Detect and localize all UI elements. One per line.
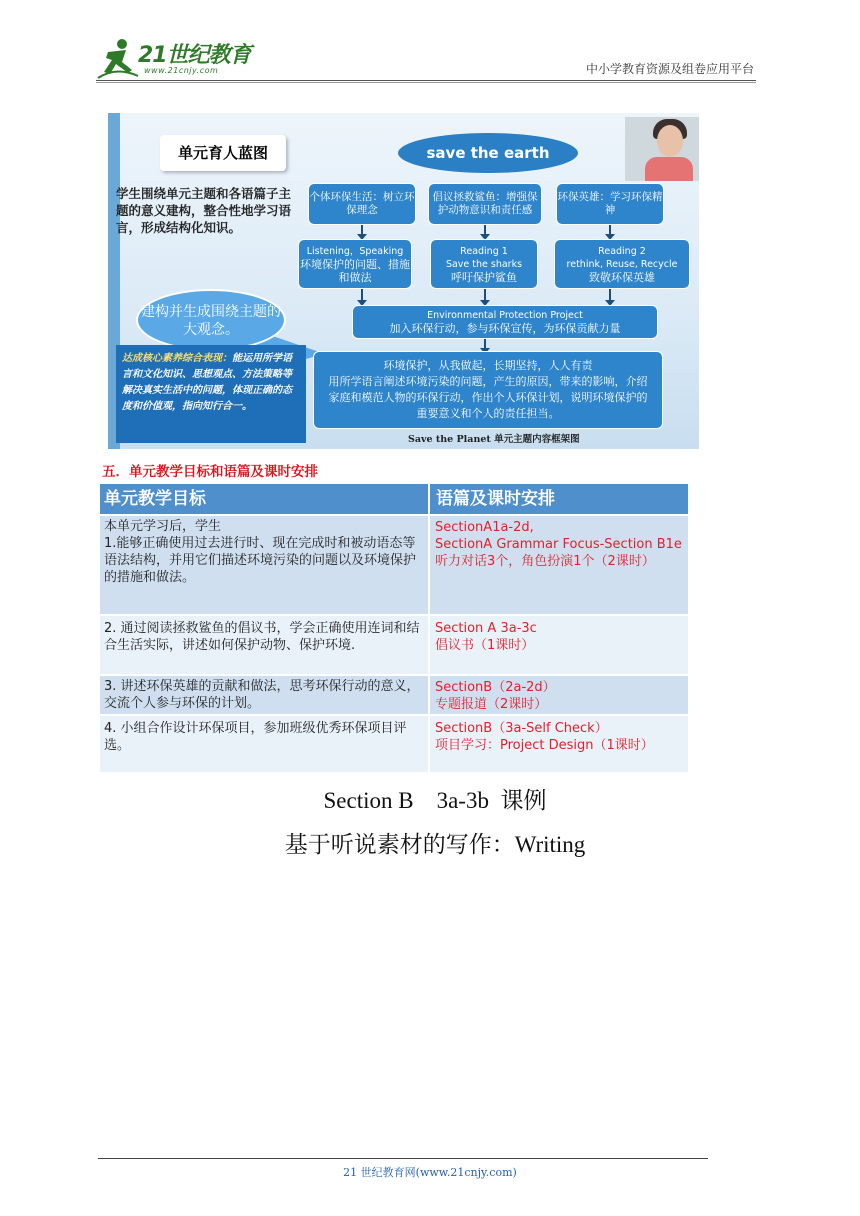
footer-link[interactable]: 21 世纪教育网(www.21cnjy.com) [343, 1166, 517, 1179]
column-header: 单元教学目标 [100, 484, 430, 514]
lesson-box-reading1: Reading 1 Save the sharks 呼吁保护鲨鱼 [430, 239, 538, 289]
lesson-title: Section B 3a-3b 课例 [323, 788, 547, 813]
table-row [100, 514, 688, 614]
blueprint-title-card: 单元育人蓝图 [160, 135, 286, 171]
table-row [100, 714, 688, 772]
header-divider [96, 80, 756, 81]
column-header: 语篇及课时安排 [436, 489, 555, 509]
objective-cell: 4. 小组合作设计环保项目，参加班级优秀环保项目评选。 [100, 716, 430, 772]
runner-logo-icon [96, 36, 140, 80]
core-competency-box: 达成核心素养综合表现：能运用所学语言和文化知识、思想观点、方法策略等解决真实生活中的问题，体现正确的态度和价值观，指向知行合一。 [116, 345, 306, 443]
schedule-cell: SectionA1a-2d, SectionA Grammar Focus-Section B1e 听力对话3个，角色扮演1个（2课时） [435, 520, 682, 569]
lesson-box-listening: Listening，Speaking 环境保护的问题、措施和做法 [298, 239, 412, 289]
blueprint-description: 学生围绕单元主题和各语篇子主题的意义建构，整合性地学习语言，形成结构化知识。 [116, 186, 292, 235]
platform-name: 中小学教育资源及组卷应用平台 [585, 62, 754, 76]
lesson-box-reading2: Reading 2 rethink, Reuse, Recycle 致敬环保英雄 [554, 239, 690, 289]
objective-cell: 3. 讲述环保英雄的贡献和做法，思考环保行动的意义，交流个人参与环保的计划。 [100, 676, 430, 714]
schedule-cell: Section A 3a-3c 倡议书（1课时） [435, 621, 537, 653]
arrow-icon [484, 289, 486, 301]
footer-divider [98, 1158, 708, 1159]
webcam-thumbnail [625, 117, 699, 181]
section-heading: 五．单元教学目标和语篇及课时安排 [102, 464, 318, 480]
theme-box-heroes: 环保英雄：学习环保精神 [556, 183, 664, 225]
schedule-cell: SectionB（3a-Self Check） 项目学习：Project Design（1课时） [435, 721, 654, 753]
arrow-icon [609, 225, 611, 235]
big-idea-bubble: 建构并生成围绕主题的大观念。 [136, 289, 286, 351]
table-header [100, 484, 688, 514]
header-divider-thin [96, 82, 756, 83]
objective-cell: 本单元学习后，学生 1.能够正确使用过去进行时、现在完成时和被动语态等语法结构，并用它们描述环境污染的问题以及环境保护的措施和做法。 [100, 516, 430, 614]
arrow-icon [484, 225, 486, 235]
theme-box-sharks: 倡议拯救鲨鱼：增强保护动物意识和责任感 [428, 183, 542, 225]
lesson-subtitle: 基于听说素材的写作：Writing [284, 832, 586, 857]
figure-caption: Save the Planet 单元主题内容框架图 [408, 434, 580, 445]
arrow-icon [609, 289, 611, 301]
theme-oval: save the earth [398, 133, 578, 173]
schedule-cell: SectionB（2a-2d） 专题报道（2课时） [435, 680, 556, 712]
unit-blueprint-figure [108, 113, 699, 449]
site-logo[interactable] [96, 36, 256, 80]
table-row [100, 674, 688, 714]
table-row [100, 614, 688, 674]
theme-box-individual: 个体环保生活：树立环保理念 [308, 183, 416, 225]
summary-box: 环境保护，从我做起，长期坚持，人人有责 用所学语言阐述环境污染的问题，产生的原因，带来的影响，介绍家庭和模范人物的环保行动，作出个人环保计划，说明环境保护的重要意义和个人的责任担当。 [313, 351, 663, 429]
arrow-icon [361, 289, 363, 301]
logo-text: 21世纪教育 [138, 43, 251, 68]
project-box: Environmental Protection Project 加入环保行动，参与环保宣传，为环保贡献力量 [352, 305, 658, 339]
arrow-icon [361, 225, 363, 235]
objectives-table [100, 484, 688, 772]
logo-url: www.21cnjy.com [144, 66, 219, 75]
arrow-icon [484, 339, 486, 349]
objective-cell: 2. 通过阅读拯救鲨鱼的倡议书，学会正确使用连词和结合生活实际，讲述如何保护动物、保护环境. [100, 616, 430, 674]
